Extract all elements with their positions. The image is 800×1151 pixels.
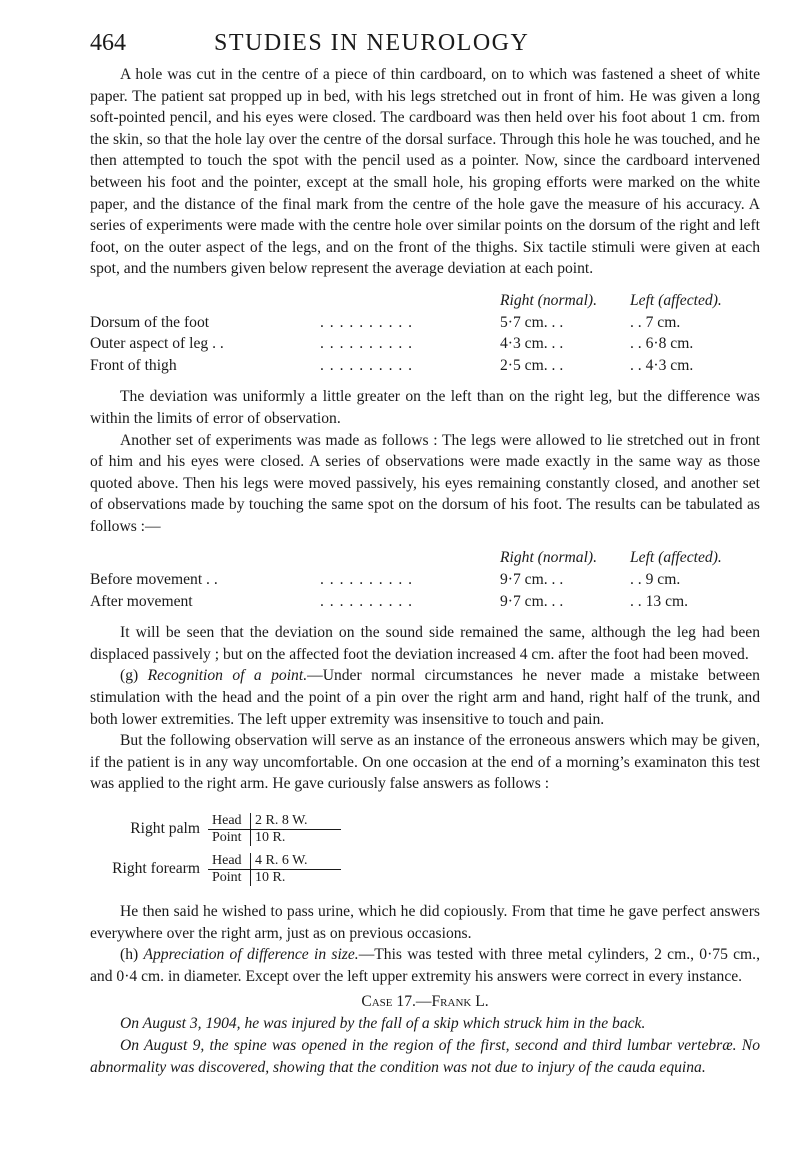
fraction-top-value: 4 R. 6 W. xyxy=(251,853,341,870)
row-left-value: . . 4·3 cm. xyxy=(630,356,694,374)
fraction-row xyxy=(90,849,760,889)
table-row xyxy=(90,569,760,591)
row-leader: . . . . . . . . . . xyxy=(320,592,414,610)
fraction-top-label: Head xyxy=(208,813,250,830)
col-right-header: Right (normal). xyxy=(500,291,598,309)
paragraph-sound-side: It will be seen that the deviation on the sound side remained the same, although the leg had been displaced passively ; but on the affected foot the deviation increased 4 cm. after the foot had been moved. xyxy=(90,624,760,663)
row-right-value: 9·7 cm. . . xyxy=(500,592,564,610)
running-title: STUDIES IN NEUROLOGY xyxy=(214,30,530,56)
fraction-top-value: 2 R. 8 W. xyxy=(251,813,341,830)
fraction-label: Right palm xyxy=(130,820,200,837)
row-label: Dorsum of the foot xyxy=(90,313,210,331)
fraction-bottom-value: 10 R. xyxy=(255,869,286,885)
page-header xyxy=(90,30,760,64)
row-left-value: . . 9 cm. xyxy=(630,571,681,589)
fraction-bottom-label: Point xyxy=(212,829,242,845)
deviation-table-1 xyxy=(90,290,760,376)
col-left-header: Left (affected). xyxy=(630,291,722,309)
row-leader: . . . . . . . . . . xyxy=(320,313,414,331)
row-label: Front of thigh xyxy=(90,356,177,374)
row-label: After movement xyxy=(90,592,193,610)
table-row xyxy=(90,333,760,355)
section-text: —This was tested with three metal cylinders, 2 cm., 0·75 cm., and 0·4 cm. in diameter. Except over the left upper extremity his answers were correct in every instance. xyxy=(90,946,760,985)
paragraph-recognition-point xyxy=(90,665,760,730)
paragraph-urine: He then said he wished to pass urine, which he did copiously. From that time he gave perfect answers everywhere over the right arm, just as on previous occasions. xyxy=(90,903,760,942)
table-header-row xyxy=(90,547,760,569)
fraction-bottom-value: 10 R. xyxy=(255,829,286,845)
section-text: —Under normal circumstances he never made a mistake between stimulation with the head and the point of a pin over the right arm and hand, right half of the trunk, and both lower extremities. The left upper extremity was insensitive to touch and pain. xyxy=(90,667,760,728)
paragraph-injury: On August 3, 1904, he was injured by the fall of a skip which struck him in the back. xyxy=(120,1015,646,1033)
table-row xyxy=(90,355,760,377)
row-right-value: 4·3 cm. . . xyxy=(500,335,564,353)
section-heading: Recognition of a point. xyxy=(147,667,308,685)
row-right-value: 9·7 cm. . . xyxy=(500,571,564,589)
row-label: Before movement . . xyxy=(90,571,218,589)
section-letter: (h) xyxy=(120,946,144,964)
row-leader: . . . . . . . . . . xyxy=(320,571,414,589)
table-row xyxy=(90,312,760,334)
row-left-value: . . 7 cm. xyxy=(630,313,681,331)
paragraph-deviation: The deviation was uniformly a little greater on the left than on the right leg, but the difference was within the limits of error of observation. xyxy=(90,388,760,427)
paragraph-experiment-2: Another set of experiments was made as follows : The legs were allowed to lie stretched out in front of him and his eyes were closed. A series of observations were made exactly in the same way as those quoted above. Then his legs were moved passively, his eyes remaining constantly closed, and another set of observations made by touching the same spot on the dorsum of his foot. The results can be tabulated as follows :— xyxy=(90,431,760,535)
paragraph-erroneous-answers: But the following observation will serve as an instance of the erroneous answers which may be given, if the patient is in any way uncomfortable. On one occasion at the end of a morning’s examinaton this test was applied to the right arm. He gave curiously false answers as follows : xyxy=(90,732,760,793)
section-heading: Appreciation of difference in size. xyxy=(143,946,359,964)
row-left-value: . . 6·8 cm. xyxy=(630,335,694,353)
paragraph-method: A hole was cut in the centre of a piece of thin cardboard, on to which was fastened a sheet of white paper. The patient sat propped up in bed, with his legs stretched out in front of him. He was given a long soft-pointed pencil, and his eyes were closed. The cardboard was then held over his foot about 1 cm. from the skin, so that the hole lay over the centre of the dorsal surface. Through this hole he was touched, and he then attempted to touch the spot with the pencil used as a pointer. Now, since the cardboard intervened between his foot and the pointer, except at the small hole, his groping efforts were marked on the white paper, and the distance of the final mark from the centre of the hole gave the measure of his accuracy. A series of experiments were made with the centre hole over similar points on the dorsum of the right and left foot, on the outer aspect of the legs, and on the front of the thighs. Six tactile stimuli were given at each spot, and the numbers given below represent the average deviation at each point. xyxy=(90,66,760,278)
page-number: 464 xyxy=(90,30,126,56)
deviation-table-2 xyxy=(90,547,760,612)
answer-fractions xyxy=(90,809,760,889)
table-header-row xyxy=(90,290,760,312)
row-right-value: 2·5 cm. . . xyxy=(500,356,564,374)
row-label: Outer aspect of leg . . xyxy=(90,335,224,353)
row-right-value: 5·7 cm. . . xyxy=(500,313,564,331)
book-page xyxy=(90,30,760,1078)
col-left-header: Left (affected). xyxy=(630,549,722,567)
paragraph-size-difference xyxy=(90,944,760,987)
paragraph-operation: On August 9, the spine was opened in the region of the first, second and third lumbar vertebræ. No abnormality was discovered, showing that the condition was not due to injury of the cauda equina. xyxy=(90,1036,760,1076)
row-leader: . . . . . . . . . . xyxy=(320,356,414,374)
table-row xyxy=(90,591,760,613)
fraction-bottom-label: Point xyxy=(212,869,242,885)
fraction-row xyxy=(90,809,760,849)
section-letter: (g) xyxy=(120,667,148,685)
row-left-value: . . 13 cm. xyxy=(630,592,689,610)
fraction-top-label: Head xyxy=(208,853,250,870)
row-leader: . . . . . . . . . . xyxy=(320,335,414,353)
fraction-label: Right forearm xyxy=(112,860,200,877)
case-title: Case 17.—Frank L. xyxy=(361,993,489,1011)
col-right-header: Right (normal). xyxy=(500,549,598,567)
